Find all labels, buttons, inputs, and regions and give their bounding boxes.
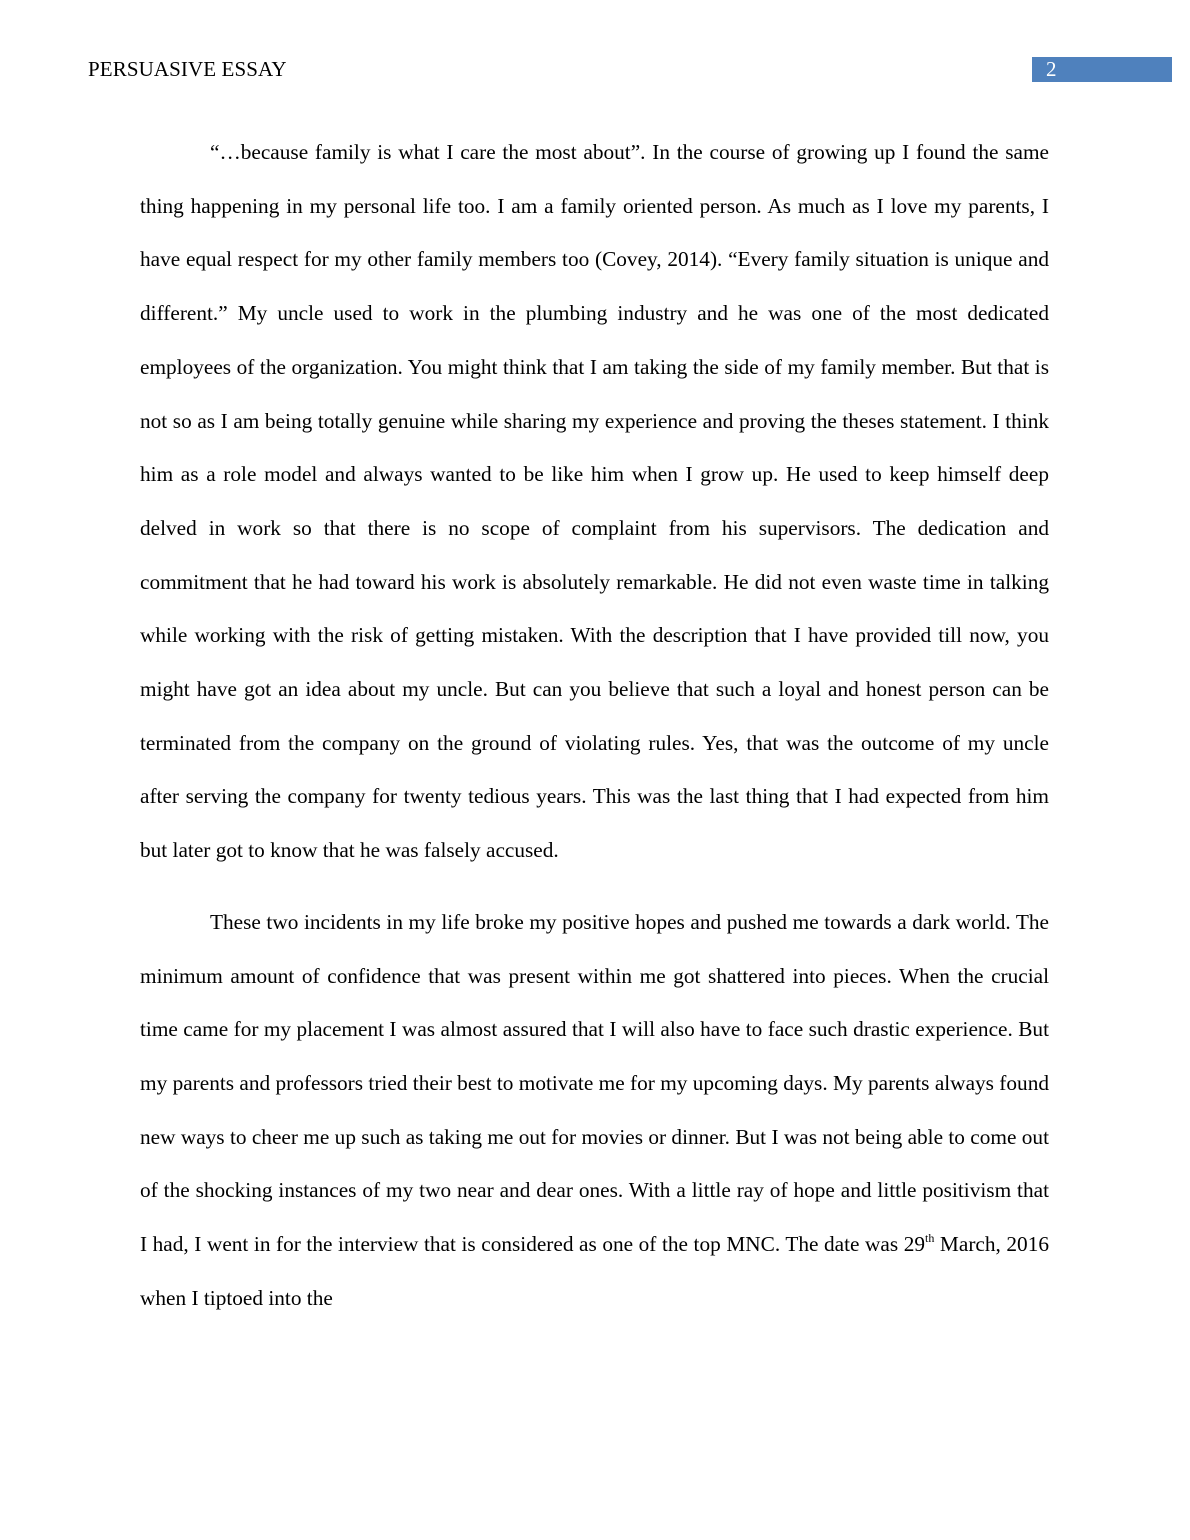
paragraph-1: “…because family is what I care the most about”. In the course of growing up I found the same thing happening in my personal life too. I am a family oriented person. As much as I love my parents, I have equal respect for my other family members too (Covey, 2014). “Every family situation is unique and different.” My uncle used to work in the plumbing industry and he was one of the most dedicated employees of the organization. You might think that I am taking the side of my family member. But that is not so as I am being totally genuine while sharing my experience and proving the theses statement. I think him as a role model and always wanted to be like him when I grow up. He used to keep himself deep delved in work so that there is no scope of complaint from his supervisors. The dedication and commitment that he had toward his work is absolutely remarkable. He did not even waste time in talking while working with the risk of getting mistaken. With the description that I have provided till now, you might have got an idea about my uncle. But can you believe that such a loyal and honest person can be terminated from the company on the ground of violating rules. Yes, that was the outcome of my uncle after serving the company for twenty tedious years. This was the last thing that I had expected from him but later got to know that he was falsely accused.: [140, 140, 1049, 863]
paragraph-2: [140, 896, 1049, 1326]
running-head-title: PERSUASIVE ESSAY: [88, 57, 287, 81]
essay-body: [140, 126, 1049, 1325]
paragraph-2-text: These two incidents in my life broke my positive hopes and pushed me towards a dark world. The minimum amount of confidence that was present within me got shattered into pieces. When the crucial time came for my placement I was almost assured that I will also have to face such drastic experience. But my parents and professors tried their best to motivate me for my upcoming days. My parents always found new ways to cheer me up such as taking me out for movies or dinner. But I was not being able to come out of the shocking instances of my two near and dear ones. With a little ray of hope and little positivism that I had, I went in for the interview that is considered as one of the top MNC. The date was 29: [140, 909, 1049, 1257]
ordinal-superscript: th: [925, 1231, 935, 1246]
page-number-box: [1032, 57, 1172, 82]
paragraph-2-text-continued: March, 2016 when I tiptoed into the: [140, 1232, 1049, 1310]
page-number: 2: [1046, 57, 1057, 81]
